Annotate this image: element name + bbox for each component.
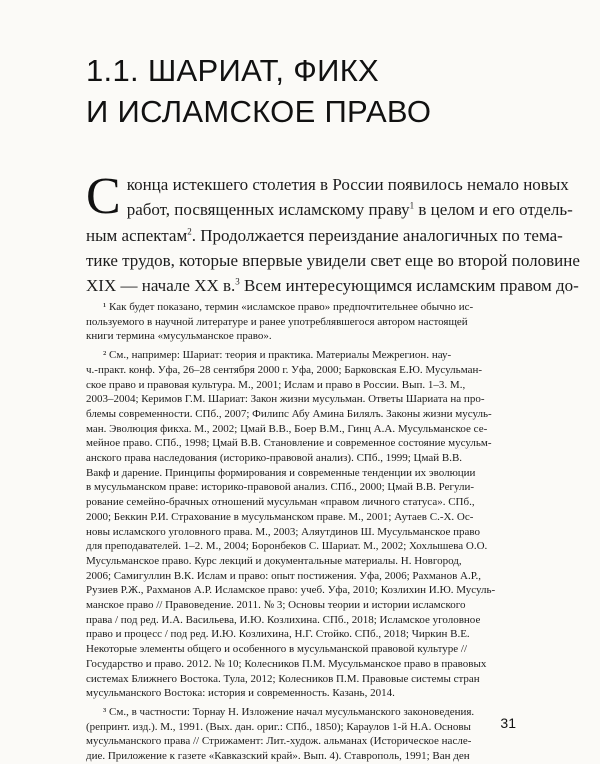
chapter-title — [86, 50, 506, 132]
footnote-1-line: пользуемого в научной литературе и ранее употреблявшегося автором настоящей — [86, 315, 468, 328]
body-line: XIX — начале XX в.$^3$ Всем интересующимся исламским правом до- — [86, 276, 579, 296]
footnote-2-line: Государство и право. 2012. № 10; Колесников П.М. Мусульманское право в правовых — [86, 657, 487, 670]
main-paragraph — [86, 168, 580, 298]
footnote-3-line: ³ См., в частности: Торнау Н. Изложение начал мусульманского законоведения. — [103, 705, 475, 718]
footnote-2-line: ² См., например: Шариат: теория и практика. Материалы Межрегион. нау- — [103, 349, 452, 362]
footnote-3-line: дие. Приложение к газете «Кавказский край». Вып. 4). Ставрополь, 1991; Ван ден — [86, 750, 470, 763]
footnote-2-line: манское право // Правоведение. 2011. № 3; Основы теории и истории исламского — [86, 599, 466, 612]
footnote-2-line: рование семейно-брачных отношений мусульман «правом личного статуса». СПб., — [86, 496, 475, 509]
footnote-2-line: новы исламского уголовного права. М., 2003; Аляутдинов Ш. Мусульманское право — [86, 525, 480, 538]
footnote-2-line: права / под ред. И.А. Васильева, И.Ю. Козлихина. СПб., 2018; Исламское уголовное — [86, 613, 481, 626]
footnote-2-line: для преподавателей. 1–2. М., 2004; Боронбеков С. Шариат. М., 2002; Хохлышева О.О. — [86, 540, 488, 553]
body-line: конца истекшего столетия в России появилось немало новых — [126, 175, 569, 194]
footnote-1-line: ¹ Как будет показано, термин «исламское право» предпочтительнее обычно ис- — [103, 301, 474, 313]
chapter-title-line-1: 1.1. ШАРИАТ, ФИКХ — [86, 53, 380, 88]
footnote-2-line: анского права наследования (историко-правовой анализ). СПб., 1999; Цмай В.В. — [86, 452, 463, 465]
body-line: тике трудов, которые впервые увидели свет еще во второй половине — [86, 250, 580, 270]
footnote-3-line: (репринт. изд.). М., 1991. (Вых. дан. ориг.: СПб., 1850); Караулов 1-й Н.А. Основы — [86, 720, 471, 733]
footnote-2-line: право и процесс / под ред. И.Ю. Козлихина, Н.Г. Стойко. СПб., 2018; Чиркин В.Е. — [86, 628, 470, 641]
body-line: работ, посвященных исламскому праву$^1$ в целом и его отдель- — [126, 200, 573, 220]
footnote-2-line: системах Ближнего Востока. Тула, 2012; Колесников П.М. Правовые системы стран — [86, 672, 480, 685]
page-number: 31 — [500, 715, 516, 731]
footnote-2-line: ч.-практ. конф. Уфа, 26–28 сентября 2000 г. Уфа, 2000; Барковская Е.Ю. Мусульман- — [86, 363, 483, 376]
footnote-ref-3[interactable]: 3 — [235, 276, 240, 287]
body-line: ным аспектам$^2$. Продолжается переиздание аналогичных по тема- — [86, 225, 563, 245]
chapter-title-line-2: И ИСЛАМСКОЕ ПРАВО — [86, 94, 432, 129]
footnote-ref-2[interactable]: 2 — [187, 225, 192, 236]
footnote-2-line: Мусульманское право. Курс лекций и документальные материалы. Н. Новгород, — [86, 554, 462, 567]
footnote-2-line: 2000; Беккин Р.И. Страхование в мусульманском праве. М., 2001; Аутаев С.-Х. Ос- — [86, 510, 474, 523]
footnote-2-line: Вакф и дарение. Принципы формирования и современные тенденции их эволюции — [86, 466, 476, 479]
footnote-2-line: 2003–2004; Керимов Г.М. Шариат: Закон жизни мусульман. Ответы Шариата на про- — [86, 393, 485, 406]
footnote-2-line: Некоторые элементы общего и особенного в мусульманской правовой культуре // — [86, 643, 468, 656]
drop-cap: С — [86, 168, 121, 225]
footnote-2-line: мусульманского Востока: история и современность. Казань, 2014. — [86, 687, 395, 700]
footnote-ref-1[interactable]: 1 — [409, 200, 415, 211]
footnote-2-line: ман. Эволюция фикха. М., 2002; Цмай В.В., Боер В.М., Гинц А.А. Мусульманское се- — [86, 422, 488, 435]
footnotes — [86, 300, 516, 764]
footnote-2-line: ское право и правовая культура. М., 2001; Ислам и право в России. Вып. 1–3. М., — [86, 378, 466, 391]
footnote-2-line: Рузиев Р.Ж., Рахманов А.Р. Исламское право: учеб. Уфа, 2010; Козлихин И.Ю. Мусуль- — [86, 584, 496, 597]
footnote-2-line: в мусульманском праве: историко-правовой анализ. СПб., 2000; Цмай В.В. Регули- — [86, 481, 475, 494]
footnote-1-line: книги термина «мусульманское право». — [86, 330, 272, 343]
footnote-2-line: 2006; Самигуллин В.К. Ислам и право: опыт постижения. Уфа, 2006; Рахманов А.Р., — [86, 569, 481, 582]
footnote-2-line: блемы современности. СПб., 2007; Филипс Абу Амина Билялъ. Законы жизни мусуль- — [86, 407, 492, 420]
footnote-3-line: мусульманского права // Стрижамент: Лит.-худож. альманах (Историческое насле- — [86, 735, 472, 748]
footnote-2-line: мейное право. СПб., 1998; Цмай В.В. Становление и современное состояние мусульм- — [86, 437, 492, 450]
